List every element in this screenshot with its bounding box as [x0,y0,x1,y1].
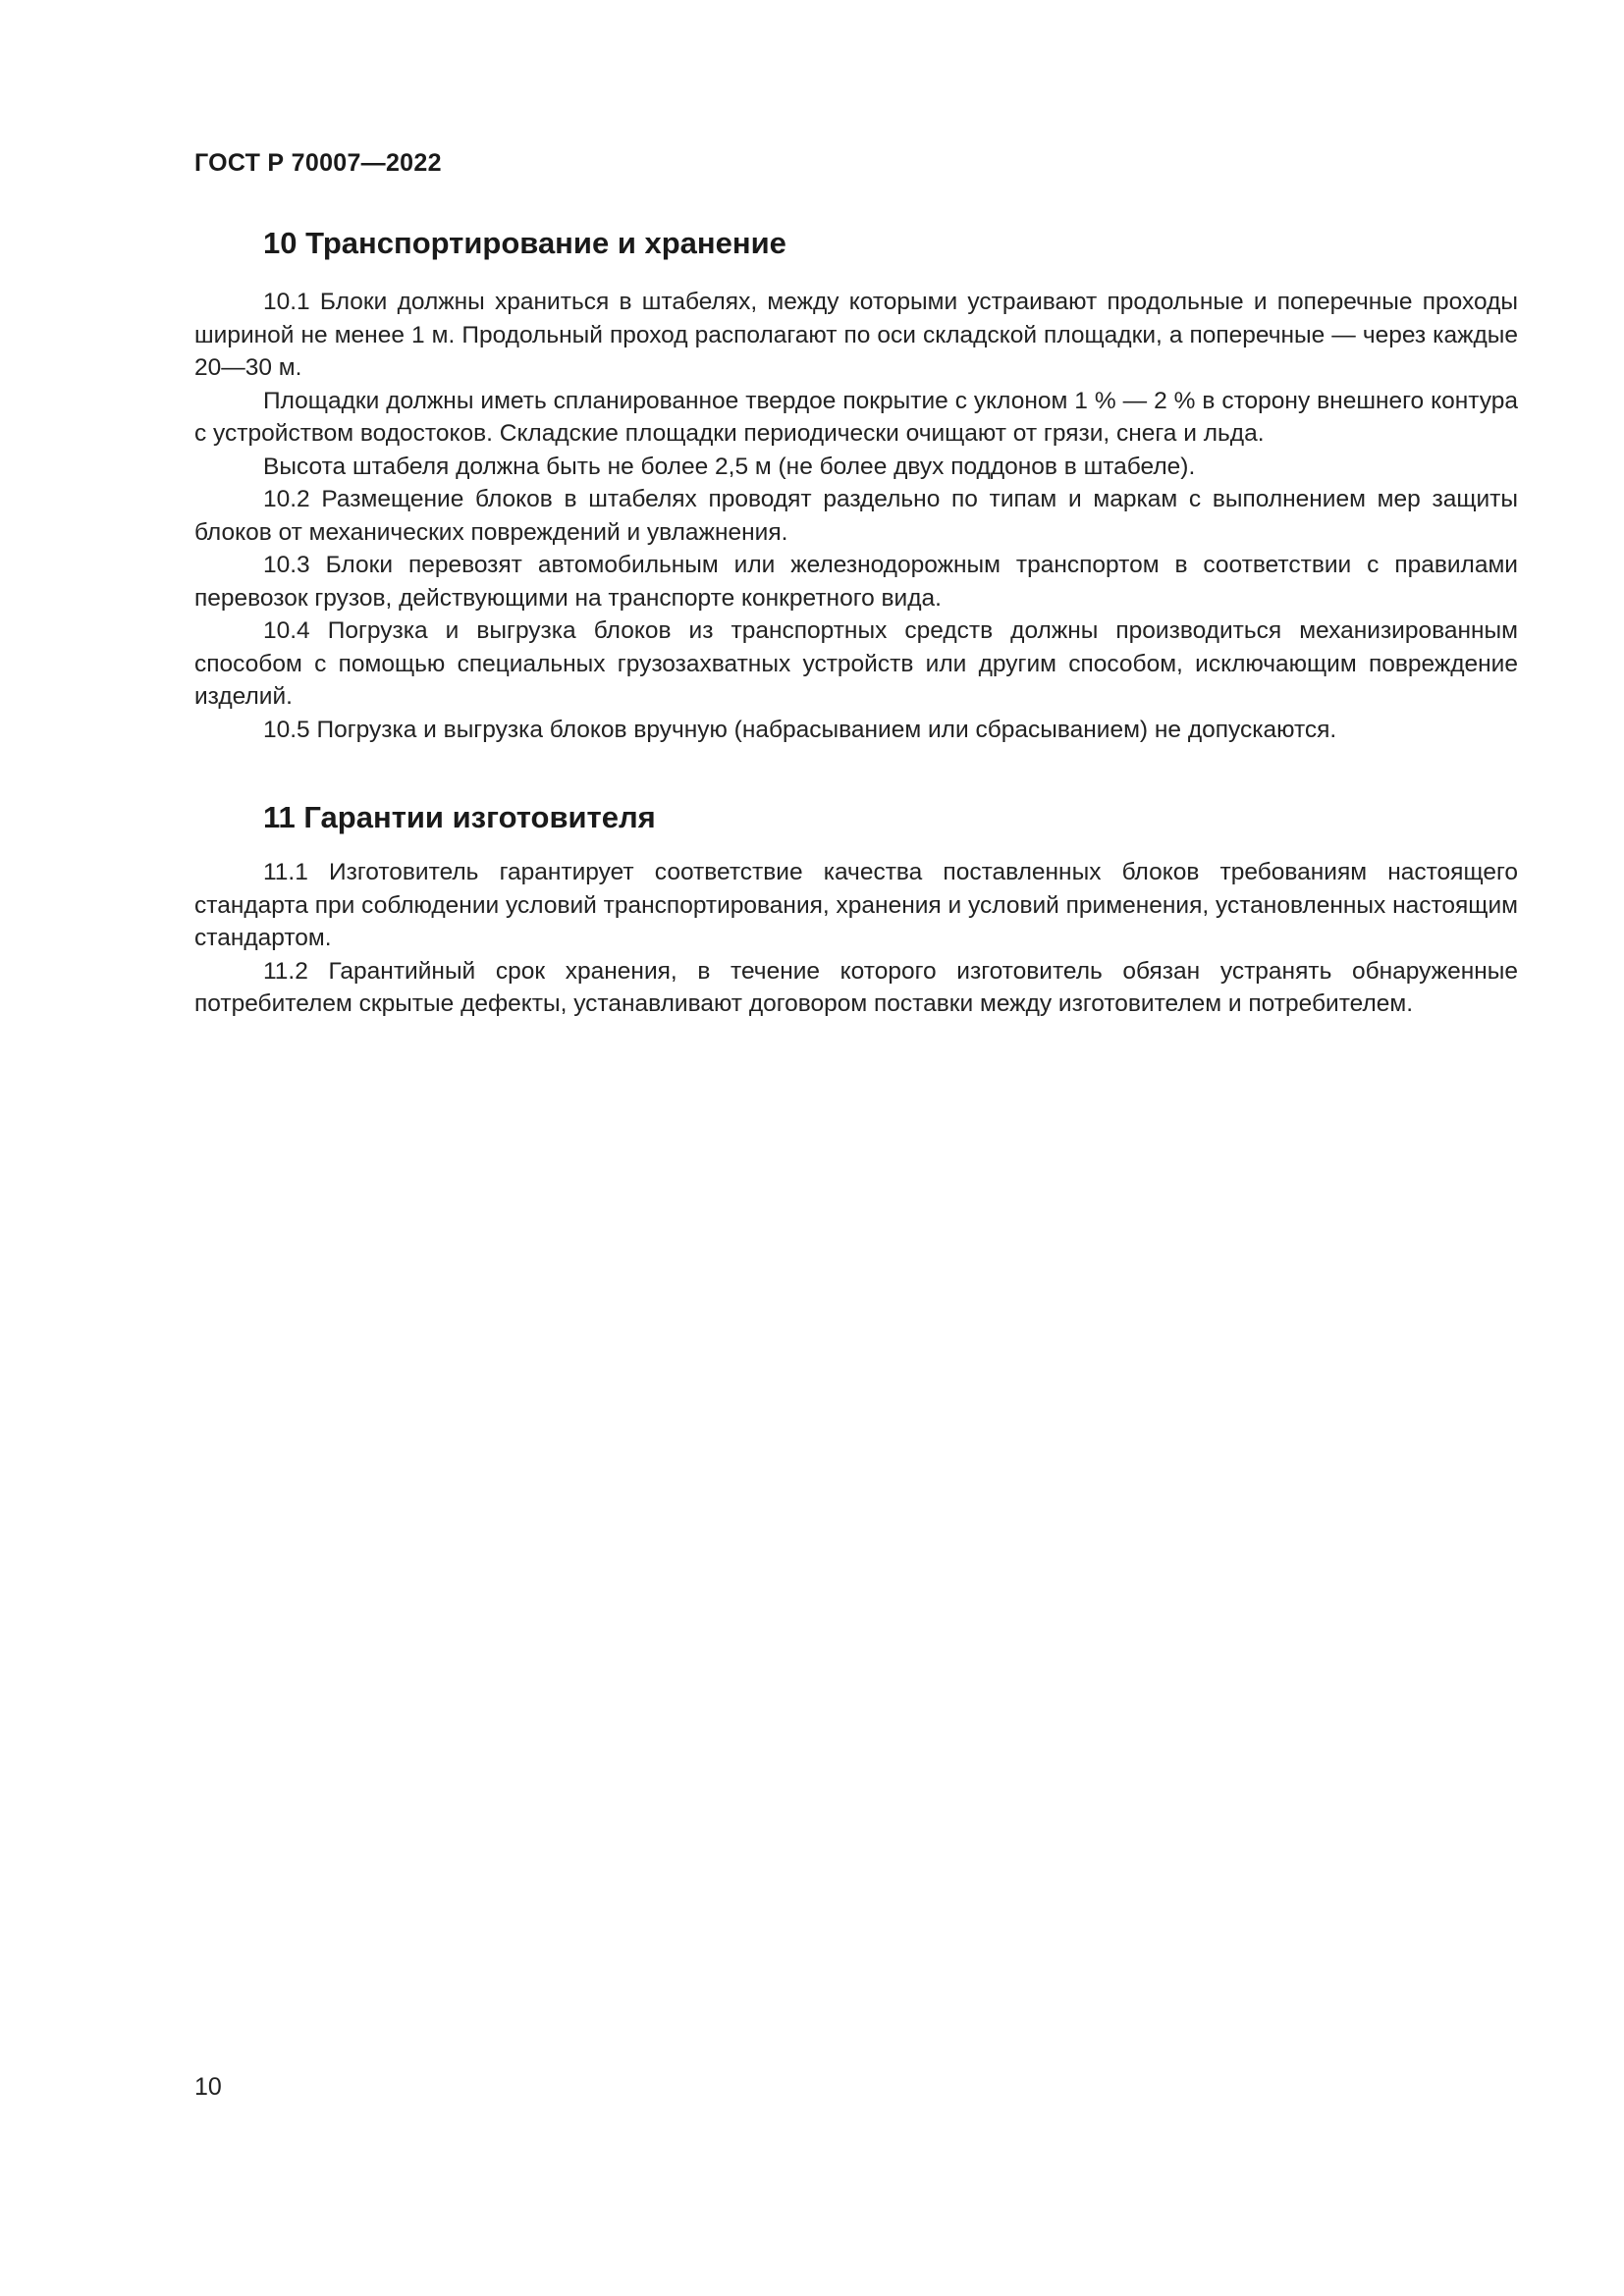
paragraph-11-2: 11.2 Гарантийный срок хранения, в течение которого изготовитель обязан устранять обнаруженные потребителем скрытые дефекты, устанавливают договором поставки между изготовителем и потребителем. [194,957,1518,1017]
section-title-10: 10 Транспортирование и хранение [263,226,786,260]
paragraph-10-1: 10.1 Блоки должны храниться в штабелях, между которыми устраивают продольные и поперечные проходы шириной не менее 1 м. Продольный проход располагают по оси складской площадки, а поперечные — через каждые 20—30 м. [194,289,1518,381]
document-body [194,221,1518,1021]
paragraph-10-5: 10.5 Погрузка и выгрузка блоков вручную (набрасыванием или сбрасыванием) не допускаются. [263,716,1337,743]
section-11-paragraphs [194,856,1518,1021]
paragraph-10-4: 10.4 Погрузка и выгрузка блоков из транспортных средств должны производиться механизированным способом с помощью специальных грузозахватных устройств или другим способом, исключающим повреждение изделий. [194,617,1518,710]
paragraph-10-1-surface: Площадки должны иметь спланированное твердое покрытие с уклоном 1 % — 2 % в сторону внешнего контура с устройством водостоков. Складские площадки периодически очищают от грязи, снега и льда. [194,387,1518,447]
page-number: 10 [194,2073,222,2101]
section-10-paragraphs [194,286,1518,746]
document-code-header: ГОСТ Р 70007—2022 [194,149,442,177]
paragraph-10-2: 10.2 Размещение блоков в штабелях проводят раздельно по типам и маркам с выполнением мер защиты блоков от механических повреждений и увлажнения. [194,486,1518,546]
paragraph-11-1: 11.1 Изготовитель гарантирует соответствие качества поставленных блоков требованиям настоящего стандарта при соблюдении условий транспортирования, хранения и условий применения, установленных настоящим стандартом. [194,859,1518,951]
section-title-11: 11 Гарантии изготовителя [263,800,656,834]
paragraph-10-3: 10.3 Блоки перевозят автомобильным или железнодорожным транспортом в соответствии с правилами перевозок грузов, действующими на транспорте конкретного вида. [194,552,1518,612]
paragraph-10-1-height: Высота штабеля должна быть не более 2,5 м (не более двух поддонов в штабеле). [263,453,1196,480]
